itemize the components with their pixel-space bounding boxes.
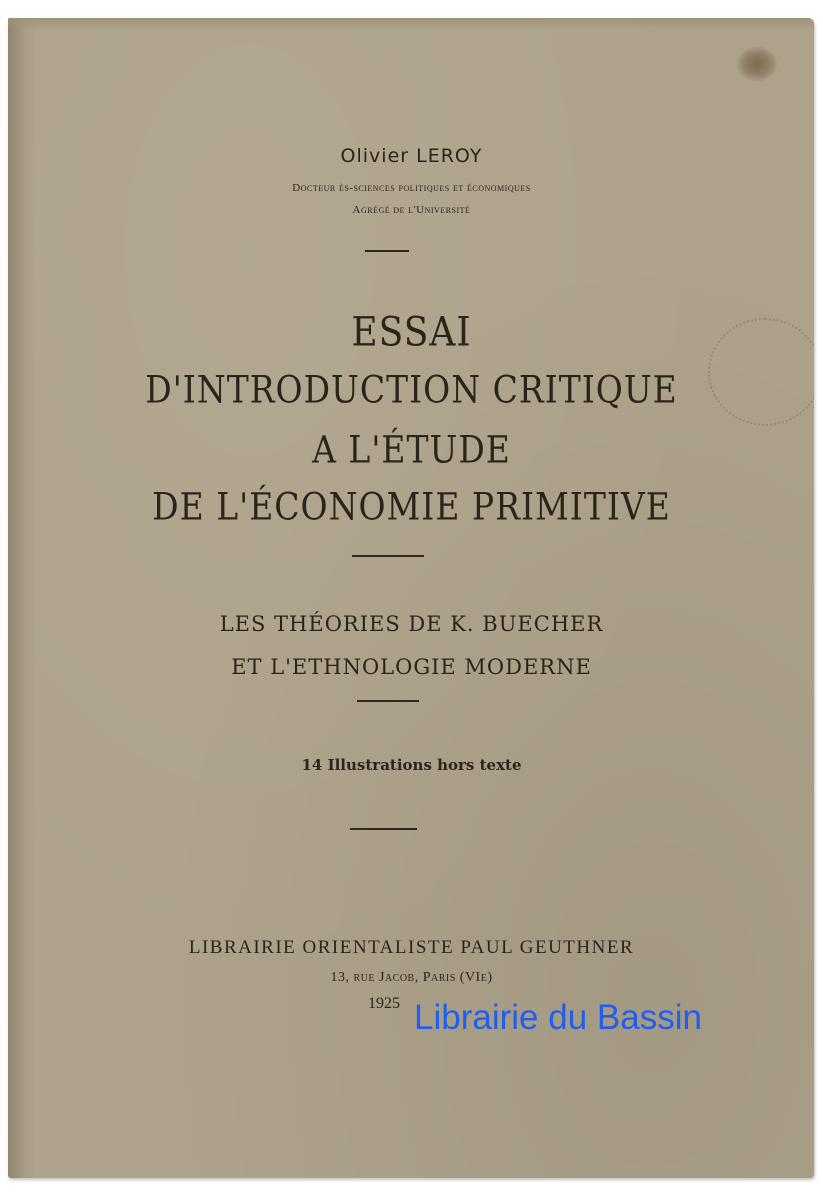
author-degree: Docteur ès-sciences politiques et économiques [292, 182, 531, 194]
publisher-address: 13, rue Jacob, Paris (VIe) [330, 970, 493, 985]
watermark-text: Librairie du Bassin [414, 998, 702, 1037]
subtitle-line-2: ET L'ETHNOLOGIE MODERNE [231, 655, 592, 679]
title-line-3: A L'ÉTUDE [312, 427, 511, 472]
top-edge [8, 18, 814, 30]
publication-year: 1925 [368, 995, 400, 1012]
divider-rule [350, 828, 417, 830]
stain-mark [736, 46, 778, 82]
title-line-1: ESSAI [351, 309, 472, 356]
author-position: Agrégé de l'Université [352, 204, 471, 216]
publisher-name: LIBRAIRIE ORIENTALISTE PAUL GEUTHNER [188, 937, 635, 958]
title-line-2: D'INTRODUCTION CRITIQUE [145, 367, 678, 412]
divider-rule [357, 700, 419, 702]
title-line-4: DE L'ÉCONOMIE PRIMITIVE [152, 484, 671, 529]
author-name: Olivier LEROY [340, 145, 483, 167]
illustrations-note: 14 Illustrations hors texte [301, 756, 522, 774]
divider-rule [352, 555, 424, 557]
subtitle-line-1: LES THÉORIES DE K. BUECHER [219, 612, 604, 636]
divider-rule [365, 250, 409, 252]
